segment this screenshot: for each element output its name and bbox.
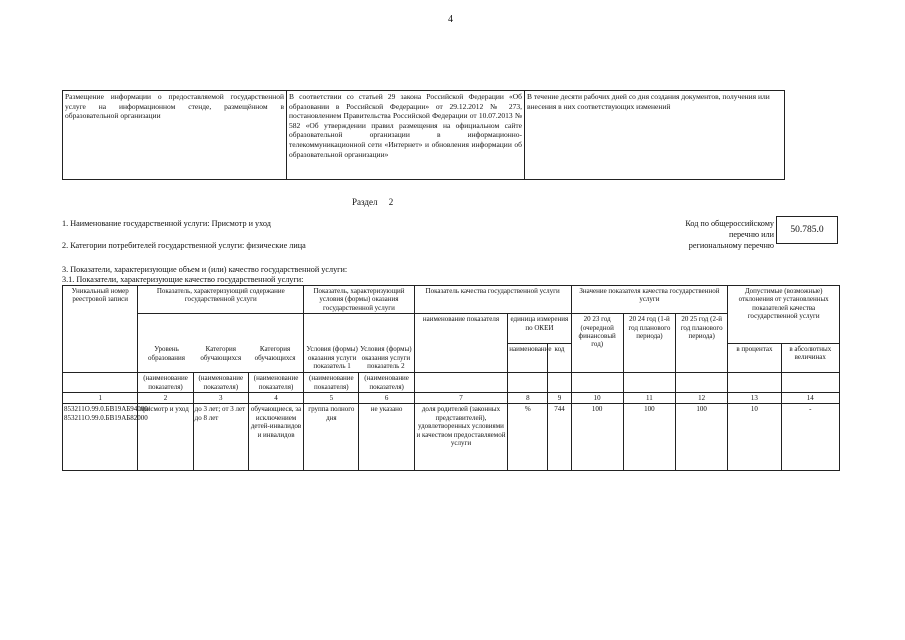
section-number: 2 [388, 197, 394, 207]
header-conditions-group [304, 314, 415, 373]
code-label [640, 218, 774, 251]
column-number: 9 [548, 393, 571, 404]
header-blank [414, 373, 507, 393]
header-blank [676, 373, 728, 393]
section-heading [352, 197, 393, 207]
header-naim: (наименование показателя) [359, 373, 414, 393]
header-cond-2: Условия (формы) оказания услуги показатель 2 [360, 345, 412, 371]
header-naim: (наименование показателя) [248, 373, 303, 393]
column-number: 8 [508, 393, 548, 404]
info-when: В течение десяти рабочих дней со дня создания документов, получения или внесения в них соответствующих изменений [525, 91, 785, 180]
indicators-heading: 3. Показатели, характеризующие объем и (или) качество государственной услуги: [62, 265, 348, 274]
header-content: Показатель, характеризующий содержание государственной услуги [138, 286, 304, 314]
quality-table [62, 285, 840, 471]
cell-value-3: 100 [676, 404, 728, 471]
header-blank [548, 373, 571, 393]
info-what: Размещение информации о предоставляемой государственной услуге на информационном стенде, размещённом в образовательной организации [63, 91, 287, 180]
header-quality: Показатель качества государственной услуги [414, 286, 571, 314]
header-value: Значение показателя качества государственной услуги [571, 286, 728, 314]
header-deviation: Допустимые (возможные) отклонения от установленных показателей качества государственной услуги [728, 286, 840, 344]
header-unit-name: наименование [508, 343, 548, 373]
header-blank [508, 373, 548, 393]
header-conditions: Показатель, характеризующий условия (формы) оказания государственной услуги [304, 286, 415, 314]
cell-cond-1: группа полного дня [304, 404, 359, 471]
table-row [63, 404, 840, 471]
cell-content-1: присмотр и уход [138, 404, 193, 471]
header-year-2: 20 24 год (1-й год планового периода) [623, 314, 675, 373]
section-label: Раздел [352, 197, 378, 207]
cell-unit-name: % [508, 404, 548, 471]
cell-dev-absolute: - [781, 404, 839, 471]
cell-cond-2: не указано [359, 404, 414, 471]
header-unit: единица измерения по ОКЕИ [508, 314, 571, 344]
header-level: Уровень образования [148, 345, 185, 362]
header-naim: (наименование показателя) [304, 373, 359, 393]
header-level-group [138, 314, 304, 373]
code-label-line: Код по общероссийскому [685, 219, 774, 228]
column-number: 10 [571, 393, 623, 404]
service-name: 1. Наименование государственной услуги: Присмотр и уход [62, 219, 271, 228]
column-number: 4 [248, 393, 303, 404]
header-blank [728, 373, 781, 393]
header-blank [571, 373, 623, 393]
header-indicator-name: наименование показателя [414, 314, 507, 373]
header-unit-code: код [548, 343, 571, 373]
header-blank [63, 373, 138, 393]
cell-value-1: 100 [571, 404, 623, 471]
header-category-2: Категория обучающихся [254, 345, 296, 362]
header-naim: (наименование показателя) [138, 373, 193, 393]
header-category: Категория обучающихся [200, 345, 242, 362]
column-number: 11 [623, 393, 675, 404]
cell-content-2: до 3 лет; от 3 лет до 8 лет [193, 404, 248, 471]
header-year-1: 20 23 год (очередной финансовый год) [571, 314, 623, 373]
cell-unit-code: 744 [548, 404, 571, 471]
column-number: 12 [676, 393, 728, 404]
column-number: 6 [359, 393, 414, 404]
cell-value-2: 100 [623, 404, 675, 471]
code-label-line: перечню или [728, 230, 774, 239]
header-absolute: в абсолютных величинах [781, 343, 839, 373]
code-label-line: региональному перечню [688, 241, 774, 250]
header-year-3: 20 25 год (2-й год планового периода) [676, 314, 728, 373]
header-percent: в процентах [728, 343, 781, 373]
header-naim: (наименование показателя) [193, 373, 248, 393]
info-basis: В соответствии со статьей 29 закона Российской Федерации «Об образовании в Российской Федерации» от 29.12.2012 № 273, постановлением Правительства Российской Федерации от 10.07.2013 № 582 «Об утверждении правил размещения на официальном сайте образовательной организации в информационно-телекоммуникационной сети «Интернет» и обновления информации об образовательной организации» [287, 91, 525, 180]
consumer-category: 2. Категории потребителей государственной услуги: физические лица [62, 241, 306, 250]
header-blank [623, 373, 675, 393]
cell-dev-percent: 10 [728, 404, 781, 471]
column-number: 13 [728, 393, 781, 404]
page-number: 4 [448, 14, 453, 25]
column-number: 5 [304, 393, 359, 404]
column-number: 2 [138, 393, 193, 404]
column-number: 1 [63, 393, 138, 404]
column-number: 3 [193, 393, 248, 404]
column-numbers-row [63, 393, 840, 404]
info-table [62, 90, 785, 180]
header-blank [781, 373, 839, 393]
info-table-row [63, 91, 785, 180]
header-registry: Уникальный номер реестровой записи [63, 286, 138, 373]
header-cond-1: Условия (формы) оказания услуги показатель 1 [306, 345, 358, 371]
cell-indicator: доля родителей (законных представителей), удовлетворенных условиями и качеством предоставляемой услуги [414, 404, 507, 471]
quality-indicators-heading: 3.1. Показатели, характеризующие качество государственной услуги: [62, 275, 304, 284]
column-number: 7 [414, 393, 507, 404]
code-value: 50.785.0 [776, 216, 838, 244]
cell-content-3: обучающиеся, за исключением детей-инвалидов и инвалидов [248, 404, 303, 471]
cell-registry: 853211О.99.0.БВ19АБ94000/ 853211О.99.0.БВ19АБ82000 [63, 404, 138, 471]
column-number: 14 [781, 393, 839, 404]
